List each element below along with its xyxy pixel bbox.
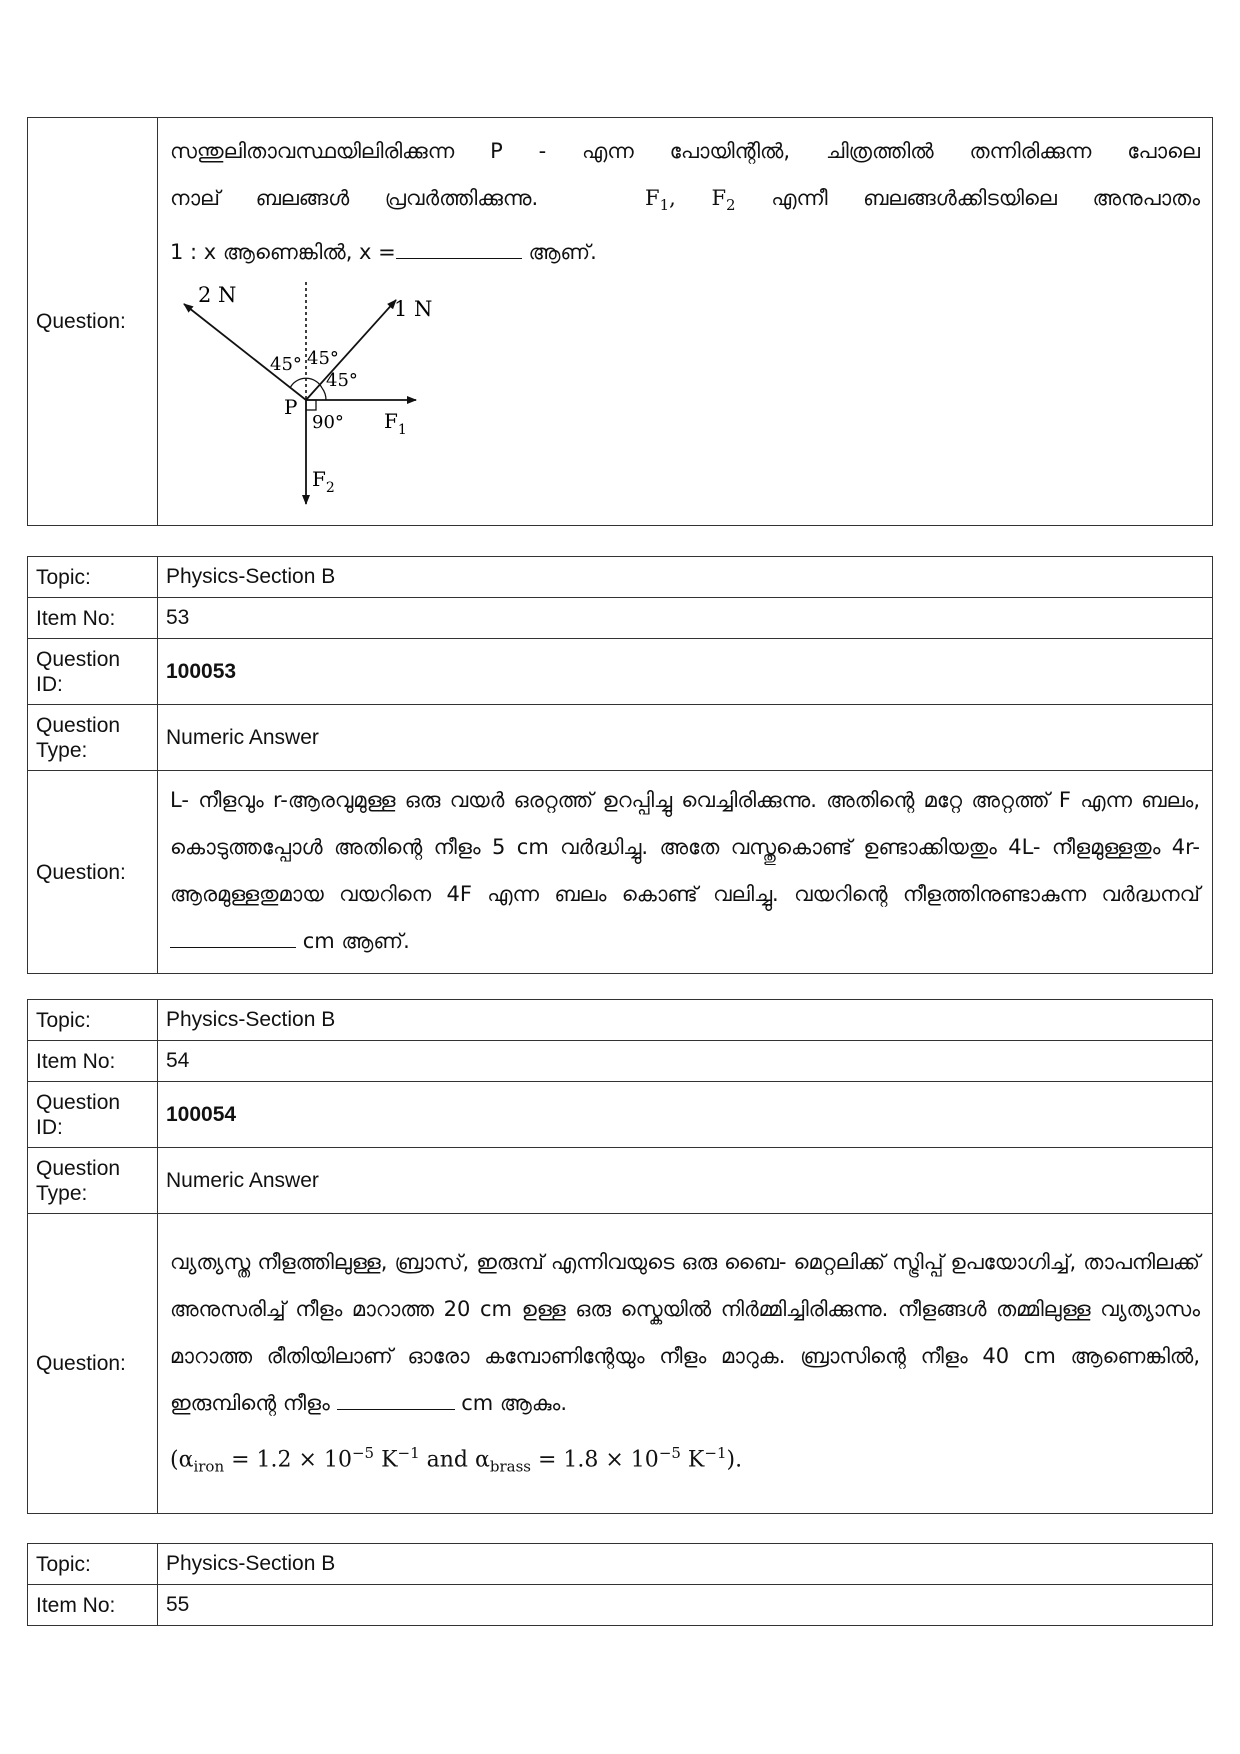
topic-value: Physics-Section B [158,1000,1213,1041]
item-no-label: Item No: [28,1041,158,1082]
question-content [158,771,1213,974]
angle-label: 45° [270,354,302,376]
topic-value: Physics-Section B [158,557,1213,598]
topic-label: Topic: [28,1000,158,1041]
angle-label: 90° [312,412,344,434]
force-label-f2: $F_2$ [312,467,335,497]
question-type-value: Numeric Answer [158,1148,1213,1214]
question-content [158,1214,1213,1514]
question-type-label: Question Type: [28,705,158,771]
force-label-2n: 2 N [198,283,237,308]
question-id-value: 100054 [158,1082,1213,1148]
question-table-54 [27,999,1213,1514]
force-label-f1: $F_1$ [384,409,407,439]
answer-blank [337,1387,455,1410]
force-label-1n: 1 N [394,297,433,322]
topic-label: Topic: [28,557,158,598]
item-no-value: 54 [158,1041,1213,1082]
angle-label: 45° [326,370,358,392]
question-line-1: സന്തുലിതാവസ്ഥയിലിരിക്കുന്ന P - എന്ന പോയിന്റിൽ, ചിത്രത്തിൽ തന്നിരിക്കുന്ന പോലെ [170,139,1200,163]
question-label: Question: [28,118,158,526]
item-no-value: 55 [158,1585,1213,1626]
question-line-3: 1 : x ആണെങ്കിൽ, x = ആണ്. [170,229,1200,276]
item-no-label: Item No: [28,1585,158,1626]
question-label: Question: [28,771,158,974]
question-id-label: Question ID: [28,639,158,705]
question-text: വ്യത്യസ്ത നീളത്തിലുള്ള, ബ്രാസ്, ഇരുമ്പ് എന്നിവയുടെ ഒരു ബൈ- മെറ്റലിക്ക് സ്ട്രിപ്പ് ഉപയോഗിച്ച്, താപനിലക്ക് അനുസരിച്ച് നീളം മാറാത്ത 20 cm ഉള്ള ഒരു സ്കെയിൽ നിർമ്മിച്ചിരിക്കുന്നു. നീളങ്ങൾ തമ്മിലുള്ള വ്യത്യാസം മാറാത്ത രീതിയിലാണ് ഓരോ കമ്പോണിന്റേയും നീളം മാറുക. ബ്രാസിന്റെ നീളം 40 cm ആണെങ്കിൽ, ഇരുമ്പിന്റെ നീളം cm ആകും. [170,1249,1200,1415]
point-label: P [284,395,298,420]
question-type-value: Numeric Answer [158,705,1213,771]
right-angle-marker [306,400,316,410]
question-line-2: നാല് ബലങ്ങൾ പ്രവർത്തിക്കുന്നു. $F_1$, $F_2$ എന്നീ ബലങ്ങൾക്കിടയിലെ അനുപാതം [170,186,1201,215]
angle-label: 45° [307,348,339,370]
question-content [158,118,1213,526]
topic-value: Physics-Section B [158,1544,1213,1585]
question-id-label: Question ID: [28,1082,158,1148]
answer-blank [396,236,522,259]
coefficient-formula: ($\alpha_{iron} = 1.2 \times 10^{-5}$ $K^{-1}$ and $\alpha_{brass} = 1.8 \times 10^{-5}$ $K^{-1}$). [170,1443,743,1476]
question-label: Question: [28,1214,158,1514]
question-table-55 [27,1543,1213,1626]
force-diagram [176,282,476,522]
item-no-label: Item No: [28,598,158,639]
answer-blank [170,925,296,948]
question-text [166,124,1204,276]
item-no-value: 53 [158,598,1213,639]
topic-label: Topic: [28,1544,158,1585]
question-table-52 [27,117,1213,526]
question-text: L- നീളവും r-ആരവുമുള്ള ഒരു വയർ ഒരറ്റത്ത് ഉറപ്പിച്ചു വെച്ചിരിക്കുന്നു. അതിന്റെ മറ്റേ അറ്റത്ത് F എന്ന ബലം, കൊടുത്തപ്പോൾ അതിന്റെ നീളം 5 cm വർദ്ധിച്ചു. അതേ വസ്തുകൊണ്ട് ഉണ്ടാക്കിയതും 4L- നീളമുള്ളതും 4r- ആരമുള്ളതുമായ വയറിനെ 4F എന്ന ബലം കൊണ്ട് വലിച്ചു. വയറിന്റെ നീളത്തിനുണ്ടാകുന്ന വർദ്ധനവ് cm ആണ്. [170,788,1200,953]
question-type-label: Question Type: [28,1148,158,1214]
force-arrow-2n [184,304,306,400]
question-id-value: 100053 [158,639,1213,705]
question-table-53 [27,556,1213,974]
